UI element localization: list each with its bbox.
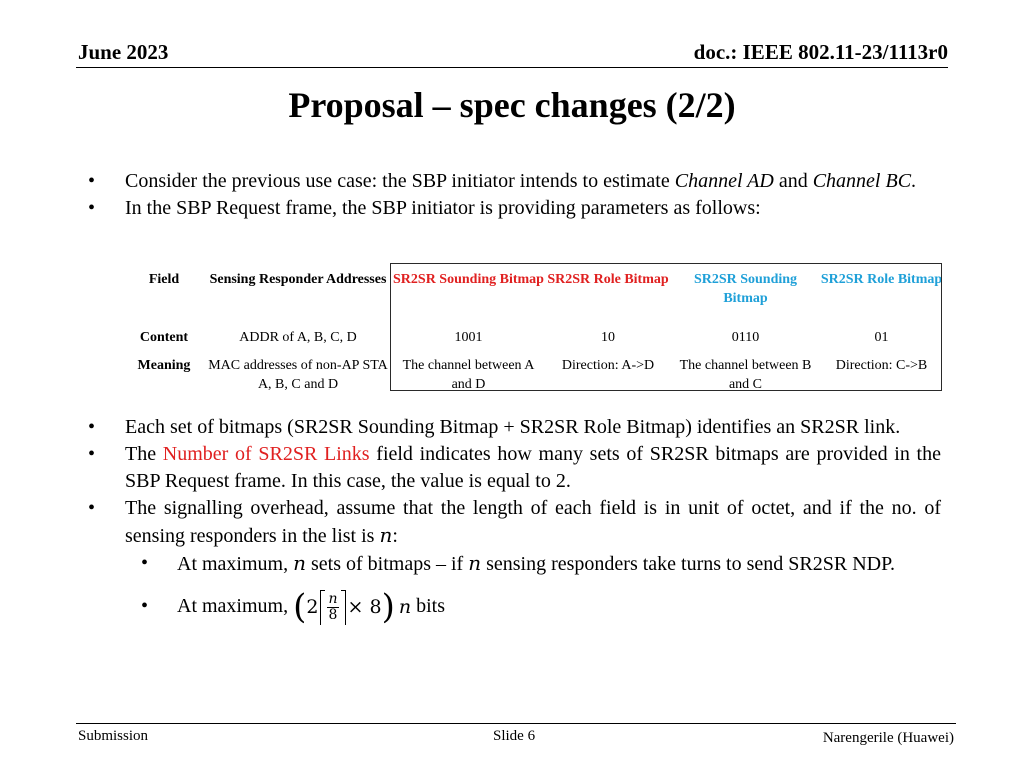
math-variable: n xyxy=(468,551,482,575)
sub-bullet-item xyxy=(125,550,941,578)
bullet-text: In the SBP Request frame, the SBP initiator is providing parameters as follows: xyxy=(125,197,761,219)
row-label-field: Field xyxy=(148,272,180,287)
formula-fraction xyxy=(327,592,338,623)
header-doc-id: doc.: IEEE 802.11-23/1113r0 xyxy=(693,40,948,64)
bullet-text: The signalling overhead, assume that the length of each field is in unit of octet, and if the no. of sensing responders in the list is xyxy=(125,497,941,547)
bullet-item xyxy=(88,168,941,195)
row-label-meaning: Meaning xyxy=(137,358,191,373)
formula-variable: n xyxy=(398,596,412,619)
table-cell: 01 xyxy=(874,330,889,345)
bullet-text: field indicates how many sets of SR2SR bitmaps are provided in the SBP Request frame. In this case, the value is equal to 2. xyxy=(125,443,941,492)
formula-times-8: × 8 xyxy=(347,596,382,619)
table-cell: The channel between B and C xyxy=(679,358,812,392)
header-role-bitmap-2: SR2SR Role Bitmap xyxy=(820,272,943,287)
slide-title: Proposal – spec changes (2/2) xyxy=(288,85,736,125)
channel-bc-term: Channel BC xyxy=(812,170,912,192)
formula-paren-close: ) xyxy=(381,587,395,628)
bullet-item xyxy=(88,195,941,222)
parameters-table xyxy=(124,263,943,394)
table-cell: 10 xyxy=(601,330,615,345)
number-of-links-field-term: Number of SR2SR Links xyxy=(162,443,370,465)
bullet-dot: • xyxy=(88,416,96,438)
formula-coefficient: 2 xyxy=(306,596,319,619)
formula-ceiling xyxy=(320,590,345,625)
bullet-item xyxy=(88,495,941,550)
table-cell: ADDR of A, B, C, D xyxy=(239,330,357,345)
header-divider xyxy=(76,67,948,68)
ceiling-bracket-left xyxy=(320,590,325,625)
footer-slide-number: Slide 6 xyxy=(493,728,536,744)
ceiling-bracket-right xyxy=(341,590,346,625)
bullet-dot: • xyxy=(88,497,96,519)
table-cell: The channel between A and D xyxy=(402,358,535,392)
formula-paren-open: ( xyxy=(293,587,307,628)
header-sensing-responder-addresses: Sensing Responder Addresses xyxy=(209,272,387,287)
math-variable: n xyxy=(293,551,306,575)
bullet-dot: • xyxy=(141,552,149,574)
table-row xyxy=(124,356,943,394)
bullet-text: : xyxy=(392,525,398,547)
fraction-numerator: n xyxy=(328,590,338,607)
bullet-dot: • xyxy=(88,197,96,219)
bullet-dot: • xyxy=(88,170,96,192)
intro-bullet-list xyxy=(88,168,941,222)
sub-bullet-item xyxy=(125,586,941,627)
table-cell: MAC addresses of non-AP STA A, B, C and D xyxy=(208,358,388,392)
bullet-text: sets of bitmaps – if xyxy=(306,553,469,575)
sbp-parameters-table xyxy=(124,263,943,391)
bullet-text: Each set of bitmaps (SR2SR Sounding Bitmap + SR2SR Role Bitmap) identifies an SR2SR link. xyxy=(125,416,901,438)
bullet-text: At maximum, xyxy=(177,553,294,575)
header-role-bitmap-1: SR2SR Role Bitmap xyxy=(547,272,669,287)
table-row xyxy=(124,328,943,356)
channel-ad-term: Channel AD xyxy=(674,170,774,192)
header-sounding-bitmap-2: SR2SR Sounding Bitmap xyxy=(693,272,798,306)
fraction-denominator: 8 xyxy=(328,606,338,623)
footer-divider xyxy=(76,723,956,724)
bullet-text: At maximum, xyxy=(177,595,294,617)
table-cell: Direction: C->B xyxy=(835,358,928,373)
bullet-item xyxy=(88,441,941,495)
bullet-text: The xyxy=(125,443,163,465)
overhead-formula xyxy=(293,587,411,627)
math-variable: n xyxy=(379,523,393,547)
bullet-text: bits xyxy=(416,595,445,617)
header-sounding-bitmap-1: SR2SR Sounding Bitmap xyxy=(393,272,544,287)
row-label-content: Content xyxy=(139,330,189,345)
table-cell: Direction: A->D xyxy=(561,358,655,373)
header-date: June 2023 xyxy=(78,40,169,64)
footer-submission: Submission xyxy=(78,728,149,744)
bullet-dot: • xyxy=(141,595,149,617)
bullet-text: sensing responders take turns to send SR2SR NDP. xyxy=(481,553,895,575)
table-cell: 1001 xyxy=(454,330,483,345)
bullet-dot: • xyxy=(88,443,96,465)
bullet-item xyxy=(88,414,941,441)
bullet-text: . xyxy=(911,170,917,192)
bullet-text: and xyxy=(773,170,813,192)
footer-author: Narengerile (Huawei) xyxy=(822,730,954,746)
bullet-text: Consider the previous use case: the SBP initiator intends to estimate xyxy=(125,170,675,192)
table-cell: 0110 xyxy=(731,330,760,345)
lower-bullet-list xyxy=(88,414,941,627)
table-row xyxy=(124,263,943,328)
